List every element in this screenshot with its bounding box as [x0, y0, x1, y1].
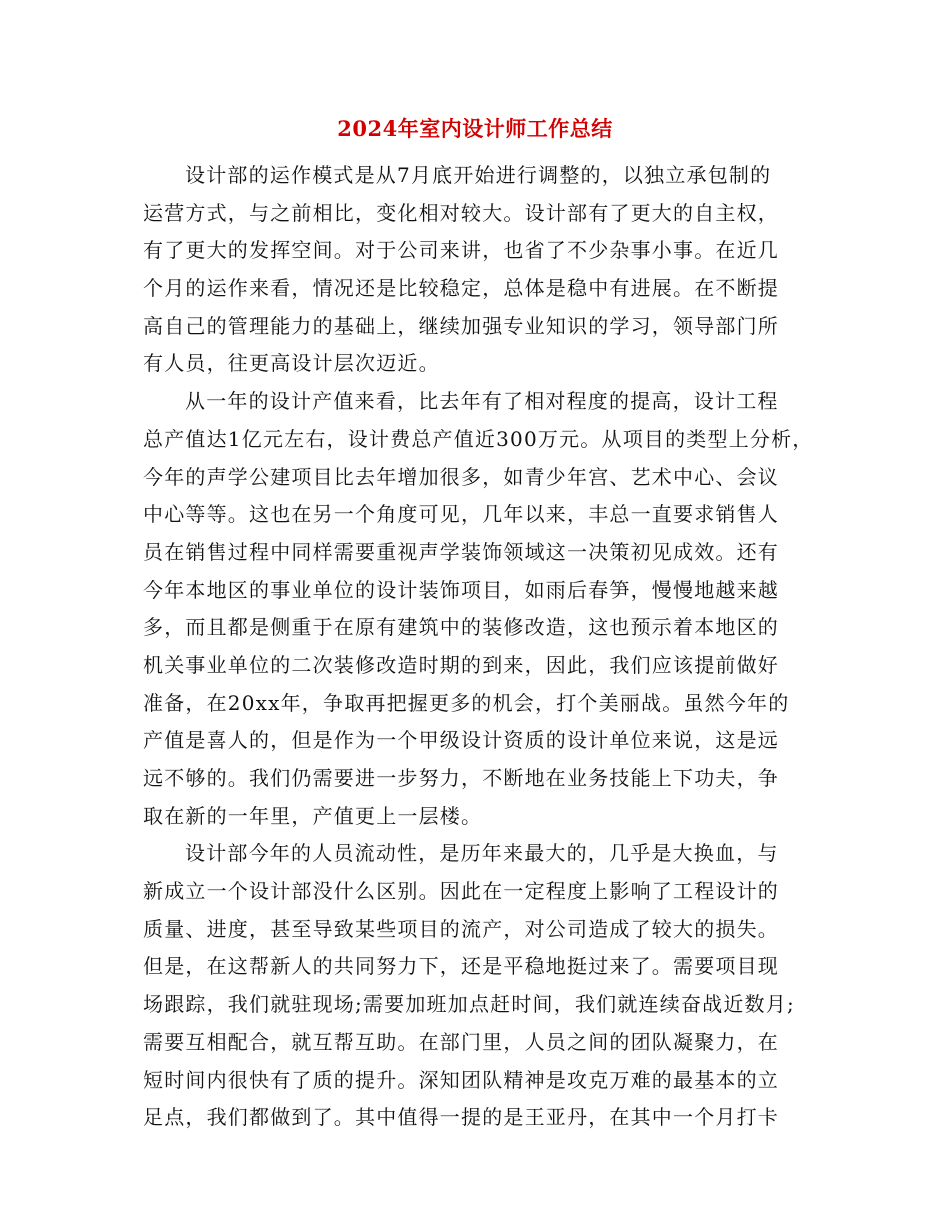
text-line: 今年本地区的事业单位的设计装饰项目，如雨后春笋，慢慢地越来越	[143, 577, 779, 602]
text-line: 但是，在这帮新人的共同努力下，还是平稳地挺过来了。需要项目现	[143, 954, 779, 979]
text-line: 运营方式，与之前相比，变化相对较大。设计部有了更大的自主权，	[143, 200, 779, 225]
text-line: 足点，我们都做到了。其中值得一提的是王亚丹，在其中一个月打卡	[143, 1105, 779, 1130]
text-line: 多，而且都是侧重于在原有建筑中的装修改造，这也预示着本地区的	[143, 615, 779, 640]
text-line: 今年的声学公建项目比去年增加很多，如青少年宫、艺术中心、会议	[143, 464, 779, 489]
text-line: 有了更大的发挥空间。对于公司来讲，也省了不少杂事小事。在近几	[143, 238, 779, 263]
text-line: 从一年的设计产值来看，比去年有了相对程度的提高，设计工程	[185, 389, 779, 414]
text-line: 设计部的运作模式是从7月底开始进行调整的，以独立承包制的	[185, 163, 772, 187]
text-line: 场跟踪，我们就驻现场;需要加班加点赶时间，我们就连续奋战近数月;	[143, 992, 795, 1017]
text-line: 准备，在20xx年，争取再把握更多的机会，打个美丽战。虽然今年的	[143, 690, 790, 715]
document-title: 2024年室内设计师工作总结	[337, 116, 613, 141]
document-body	[143, 157, 814, 1137]
text-line: 取在新的一年里，产值更上一层楼。	[143, 803, 483, 828]
text-line: 远不够的。我们仍需要进一步努力，不断地在业务技能上下功夫，争	[143, 766, 779, 790]
text-line: 产值是喜人的，但是作为一个甲级设计资质的设计单位来说，这是远	[143, 728, 779, 753]
text-line: 员在销售过程中同样需要重视声学装饰领域这一决策初见成效。还有	[143, 539, 779, 564]
text-line: 质量、进度，甚至导致某些项目的流产，对公司造成了较大的损失。	[143, 916, 779, 941]
text-line: 有人员，往更高设计层次迈近。	[143, 351, 440, 376]
text-line: 新成立一个设计部没什么区别。因此在一定程度上影响了工程设计的	[143, 879, 779, 904]
text-line: 高自己的管理能力的基础上，继续加强专业知识的学习，领导部门所	[143, 313, 779, 338]
text-line: 需要互相配合，就互帮互助。在部门里，人员之间的团队凝聚力，在	[143, 1029, 779, 1054]
text-line: 机关事业单位的二次装修改造时期的到来，因此，我们应该提前做好	[143, 652, 779, 677]
text-line: 中心等等。这也在另一个角度可见，几年以来，丰总一直要求销售人	[143, 502, 779, 527]
text-line: 设计部今年的人员流动性，是历年来最大的，几乎是大换血，与	[185, 841, 779, 866]
text-line: 总产值达1亿元左右，设计费总产值近300万元。从项目的类型上分析，	[143, 426, 814, 451]
text-line: 短时间内很快有了质的提升。深知团队精神是攻克万难的最基本的立	[143, 1067, 779, 1092]
text-line: 个月的运作来看，情况还是比较稳定，总体是稳中有进展。在不断提	[143, 276, 779, 301]
